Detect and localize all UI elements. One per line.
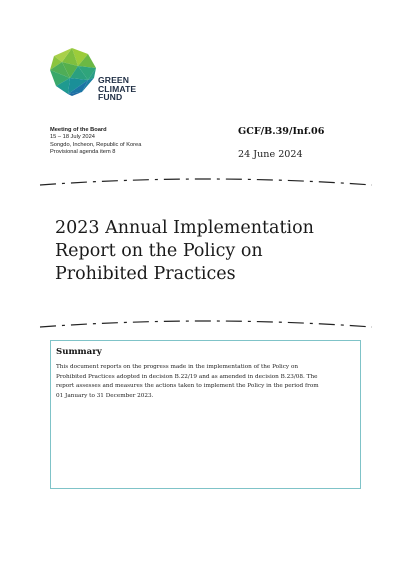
meeting-info	[50, 127, 141, 157]
meeting-title: Meeting of the Board	[50, 127, 107, 133]
gcf-logo	[48, 48, 148, 110]
document-reference	[238, 126, 324, 160]
top-divider	[0, 176, 413, 190]
summary-text: This document reports on the progress made in the implementation of the Policy on Prohibited Practices adopted in decision B.22/19 and as amended in decision B.23/08. The report assesses and measures the actions taken to implement the Policy in the period from 01 January to 31 December 2023.	[56, 364, 319, 399]
logo-wordmark: GREEN CLIMATE FUND	[98, 75, 137, 103]
summary-box	[50, 340, 361, 489]
document-code: GCF/B.39/Inf.06	[238, 126, 325, 137]
agenda-item: Provisional agenda item 8	[50, 149, 116, 156]
meeting-location: Songdo, Incheon, Republic of Korea	[50, 141, 142, 148]
document-date: 24 June 2024	[238, 149, 303, 160]
summary-heading: Summary	[56, 347, 102, 357]
meeting-dates: 15 – 18 July 2024	[50, 134, 95, 141]
bottom-divider	[0, 316, 413, 330]
globe-icon	[48, 48, 96, 96]
document-title: 2023 Annual Implementation Report on the Policy on Prohibited Practices	[55, 218, 314, 284]
